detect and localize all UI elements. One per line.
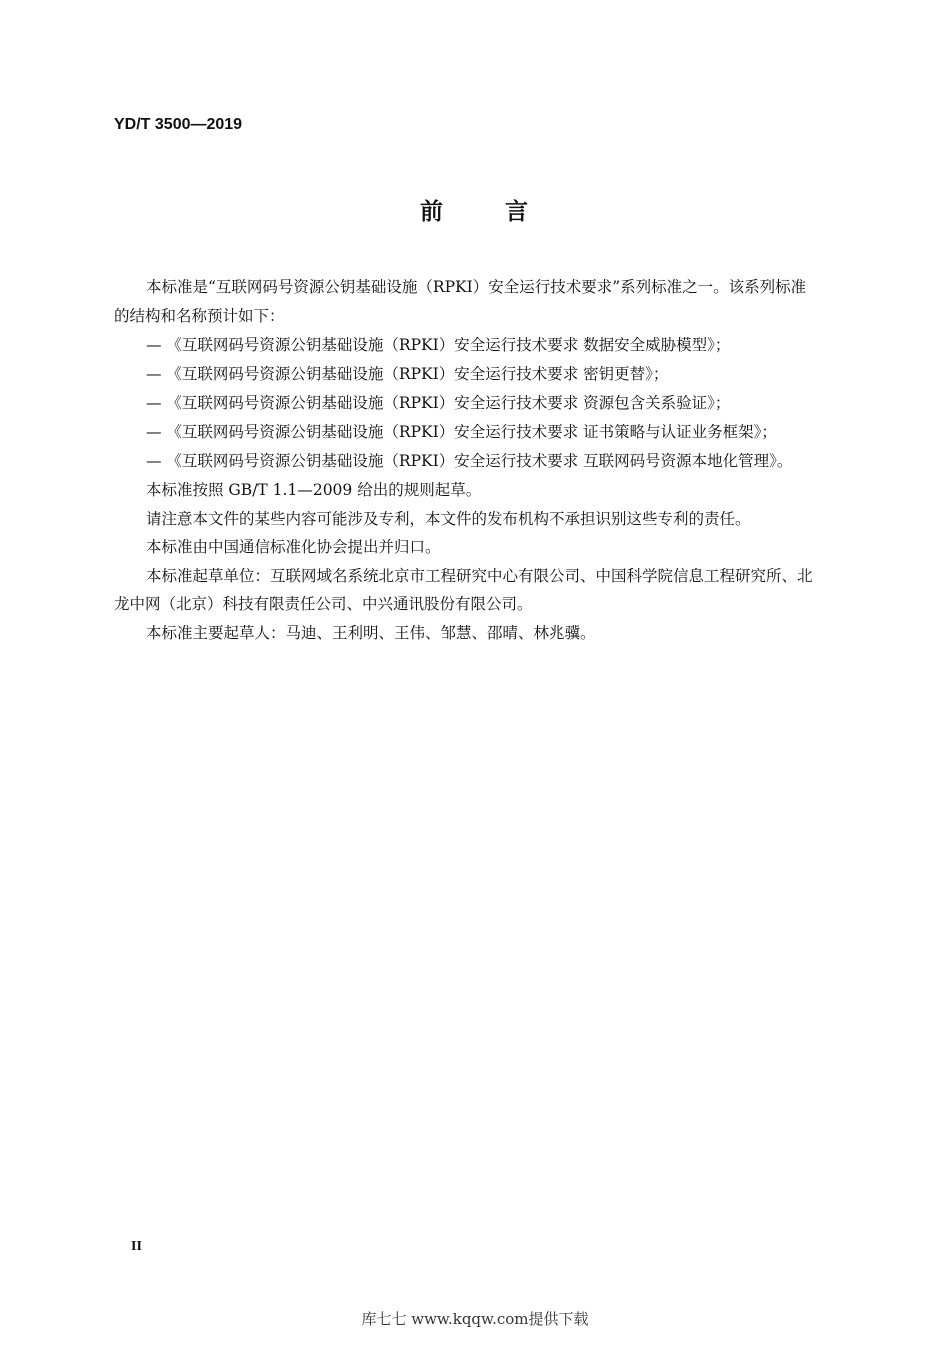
page-number: II <box>131 1239 142 1254</box>
watermark-footer: 库七七 www.kqqw.com提供下载 <box>361 1310 589 1328</box>
paragraph-patent: 请注意本文件的某些内容可能涉及专利，本文件的发布机构不承担识别这些专利的责任。 <box>146 510 751 528</box>
paragraph-proposer: 本标准由中国通信标准化协会提出并归口。 <box>146 538 441 556</box>
paragraph-units-line1: 本标准起草单位：互联网域名系统北京市工程研究中心有限公司、中国科学院信息工程研究所、北 <box>146 567 813 585</box>
paragraph-drafting-rules: 本标准按照 GB/T 1.1—2009 给出的规则起草。 <box>146 481 482 499</box>
series-item: — 《互联网码号资源公钥基础设施（RPKI）安全运行技术要求 资源包含关系验证》； <box>146 394 731 412</box>
standard-number: YD/T 3500—2019 <box>114 116 243 133</box>
page-title <box>0 193 950 226</box>
series-item: — 《互联网码号资源公钥基础设施（RPKI）安全运行技术要求 证书策略与认证业务框架》； <box>146 423 777 441</box>
paragraph-units-line2: 龙中网（北京）科技有限责任公司、中兴通讯股份有限公司。 <box>114 595 533 613</box>
title-char: 言 <box>505 199 530 225</box>
paragraph-intro-line2: 的结构和名称预计如下： <box>114 307 285 325</box>
paragraph-drafters: 本标准主要起草人：马迪、王利明、王伟、邹慧、邵晴、林兆骥。 <box>146 624 596 642</box>
paragraph-intro-line1: 本标准是“互联网码号资源公钥基础设施（RPKI）安全运行技术要求”系列标准之一。该系列标准 <box>146 278 807 296</box>
series-item: — 《互联网码号资源公钥基础设施（RPKI）安全运行技术要求 数据安全威胁模型》； <box>146 336 731 354</box>
series-item: — 《互联网码号资源公钥基础设施（RPKI）安全运行技术要求 密钥更替》； <box>146 365 669 383</box>
title-char: 前 <box>420 199 445 225</box>
series-item: — 《互联网码号资源公钥基础设施（RPKI）安全运行技术要求 互联网码号资源本地化管理》。 <box>146 452 793 470</box>
